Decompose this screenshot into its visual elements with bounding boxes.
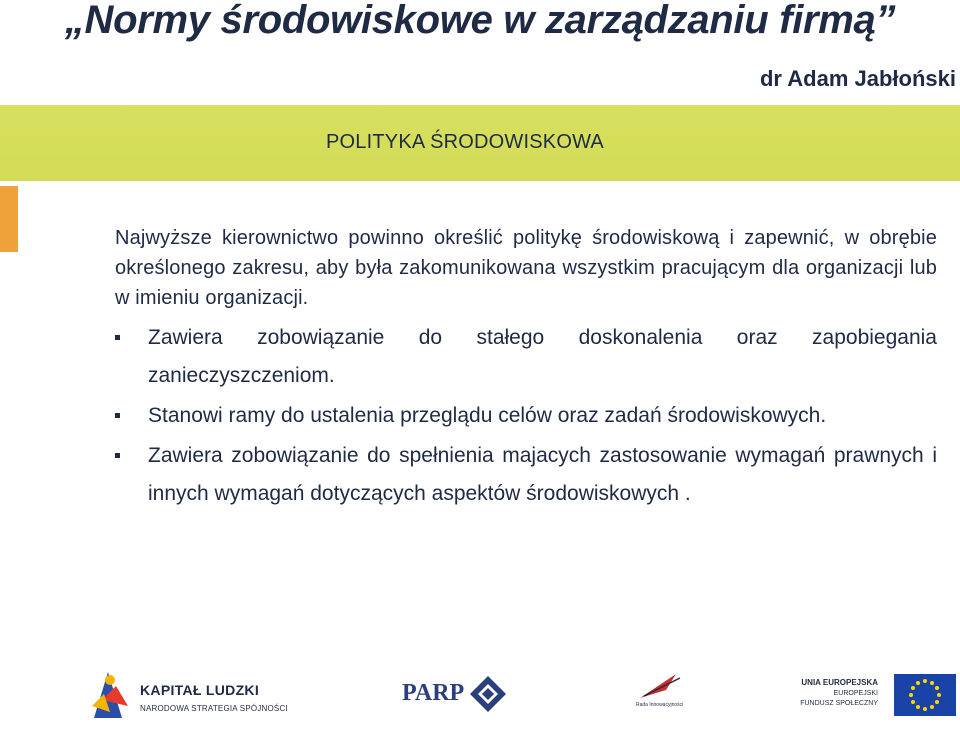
bullet-item [115,437,937,513]
kapital-ludzki-logo [88,666,288,724]
accent-strip [0,186,18,252]
author-name: dr Adam Jabłoński [759,66,956,91]
bullet-text: Zawiera zobowiązanie do stałego doskonalenia oraz zapobiegania zanieczyszczeniom. [148,326,937,387]
eu-text-2: EUROPEJSKI [833,690,878,697]
square-bullet-icon [115,453,120,458]
page-title: „Normy środowiskowe w zarządzaniu firmą” [64,0,896,42]
bullet-item [115,397,937,435]
eu-text-3: FUNDUSZ SPOŁECZNY [800,700,878,707]
footer-logos [0,650,960,726]
intro-paragraph: Najwyższe kierownictwo powinno określić politykę środowiskową i zapewnić, w obrębie określonego zakresu, aby była zakomunikowana wszystkim pracującym dla organizacji lub w imieniu organizacji. [115,227,937,309]
square-bullet-icon [115,413,120,418]
bullet-text: Zawiera zobowiązanie do spełnienia majacych zastosowanie wymagań prawnych i innych wymagań dotyczących aspektów środowiskowych . [148,444,937,505]
eu-flag-icon [894,674,956,716]
bullet-text: Stanowi ramy do ustalenia przeglądu celów oraz zadań środowiskowych. [148,404,827,427]
rada-emblem-icon [636,670,686,702]
bullet-item [115,319,937,395]
section-label: POLITYKA ŚRODOWISKOWA [326,131,604,153]
rada-text: Rada Innowacyjności [636,702,684,708]
square-bullet-icon [115,335,120,340]
eu-logo [800,674,956,720]
kapital-ludzki-text: KAPITAŁ LUDZKI [140,682,260,698]
parp-emblem-icon [468,674,508,714]
rada-logo [636,670,696,724]
kapital-ludzki-subtext: NARODOWA STRATEGIA SPÓJNOŚCI [140,704,288,713]
parp-text: PARP [402,680,465,706]
content-area [115,223,937,515]
parp-logo [402,672,512,716]
eu-text-1: UNIA EUROPEJSKA [801,678,878,687]
eu-stars-icon [894,674,956,716]
bullet-list [115,319,937,513]
kapital-ludzki-icon [88,666,134,724]
